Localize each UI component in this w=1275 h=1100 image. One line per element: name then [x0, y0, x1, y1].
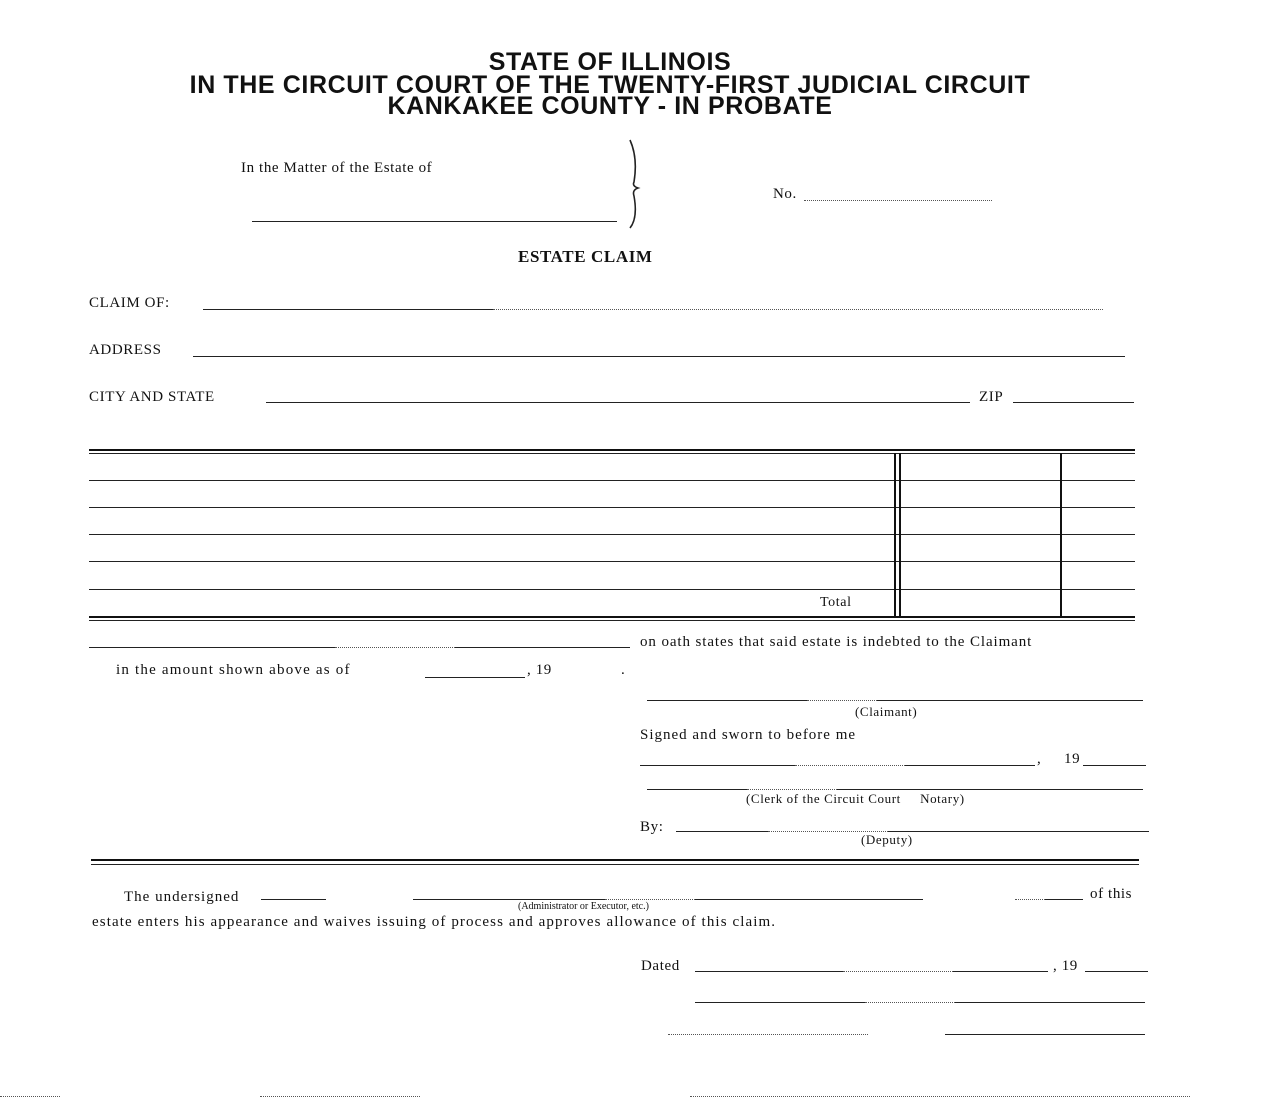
claim-of-dots [493, 309, 1103, 310]
claimant-name-dots [335, 647, 455, 648]
of-this-dots [1015, 899, 1045, 900]
sworn-year-field[interactable] [1083, 765, 1146, 766]
claimant-signature-field[interactable] [647, 700, 807, 701]
waiver-signature-field-2[interactable] [955, 1002, 1145, 1003]
sworn-day-dots [795, 765, 905, 766]
total-label: Total [820, 595, 852, 610]
undersigned-label: The undersigned [124, 889, 240, 905]
header-line-3: KANKAKEE COUNTY - IN PROBATE [387, 92, 833, 120]
clerk-signature-dots [747, 789, 837, 790]
header-line-1: STATE OF ILLINOIS [488, 48, 732, 76]
city-state-field[interactable] [266, 402, 970, 403]
undersigned-role-field[interactable] [413, 899, 605, 900]
waiver-signature-field-3[interactable] [945, 1034, 1145, 1035]
zip-label: ZIP [979, 389, 1004, 405]
section-divider-thin [91, 864, 1139, 865]
claim-row[interactable] [89, 589, 1135, 590]
sworn-year-prefix: 19 [1064, 751, 1081, 767]
clerk-signature-line-2 [837, 789, 1143, 790]
waiver-signature-field-1[interactable] [695, 1002, 865, 1003]
sworn-month-field[interactable] [905, 765, 1035, 766]
claim-row[interactable] [89, 507, 1135, 508]
dated-month-field[interactable] [953, 971, 1048, 972]
undersigned-role-line-2 [695, 899, 923, 900]
waiver-signature-dots-1 [865, 1002, 955, 1003]
claimant-signature-dots [807, 700, 877, 701]
address-label: ADDRESS [89, 342, 162, 358]
scan-mark [0, 1096, 60, 1097]
oath-period: . [621, 662, 626, 678]
oath-text: on oath states that said estate is indebted to the Claimant [640, 634, 1033, 650]
form-title: ESTATE CLAIM [518, 247, 653, 266]
claim-row[interactable] [89, 534, 1135, 535]
case-number-field[interactable] [804, 200, 992, 201]
waiver-text: estate enters his appearance and waives issuing of process and approves allowance of this claim. [92, 914, 777, 930]
of-this-field[interactable] [1045, 899, 1083, 900]
total-amount-field[interactable] [902, 592, 1058, 614]
sworn-text: Signed and sworn to before me [640, 727, 857, 743]
sworn-day-field[interactable] [640, 765, 795, 766]
dated-year-field[interactable] [1085, 971, 1148, 972]
undersigned-role-dots [605, 899, 695, 900]
city-state-label: CITY AND STATE [89, 389, 215, 405]
matter-label: In the Matter of the Estate of [241, 160, 433, 176]
dated-day-dots [843, 971, 953, 972]
claim-of-field[interactable] [203, 309, 493, 310]
claimant-signature-line-2 [877, 700, 1143, 701]
waiver-signature-dots-2 [668, 1034, 868, 1035]
sworn-year-comma: , [1037, 751, 1042, 767]
scan-mark [690, 1096, 1190, 1097]
zip-field[interactable] [1013, 402, 1134, 403]
claim-row[interactable] [89, 480, 1135, 481]
dated-year-prefix: , 19 [1053, 958, 1078, 974]
section-divider [91, 859, 1139, 861]
scan-mark [260, 1096, 420, 1097]
header-line-2: IN THE CIRCUIT COURT OF THE TWENTY-FIRST JUDICIAL CIRCUIT [189, 71, 1031, 99]
caption-brace [622, 138, 646, 230]
claimant-name-field-2[interactable] [455, 647, 630, 648]
claimant-caption: (Claimant) [855, 704, 918, 719]
undersigned-name-field[interactable] [261, 899, 326, 900]
claim-of-label: CLAIM OF: [89, 295, 170, 311]
as-of-year-prefix: , 19 [527, 662, 552, 678]
of-this-text: of this [1090, 886, 1133, 902]
case-number-label: No. [773, 186, 797, 202]
claimant-name-field[interactable] [89, 647, 335, 648]
by-signature-field[interactable] [676, 831, 768, 832]
by-signature-line-2 [888, 831, 1149, 832]
dated-label: Dated [641, 958, 680, 974]
as-of-date-field[interactable] [425, 677, 525, 678]
address-field[interactable] [193, 356, 1125, 357]
estate-name-field[interactable] [252, 221, 617, 222]
dated-day-field[interactable] [695, 971, 843, 972]
clerk-caption: (Clerk of the Circuit Court Notary) [746, 791, 965, 806]
claim-row[interactable] [89, 561, 1135, 562]
deputy-caption: (Deputy) [861, 832, 913, 847]
role-caption: (Administrator or Executor, etc.) [518, 901, 649, 912]
clerk-signature-field[interactable] [647, 789, 747, 790]
amount-text: in the amount shown above as of [116, 662, 351, 678]
by-label: By: [640, 819, 664, 835]
